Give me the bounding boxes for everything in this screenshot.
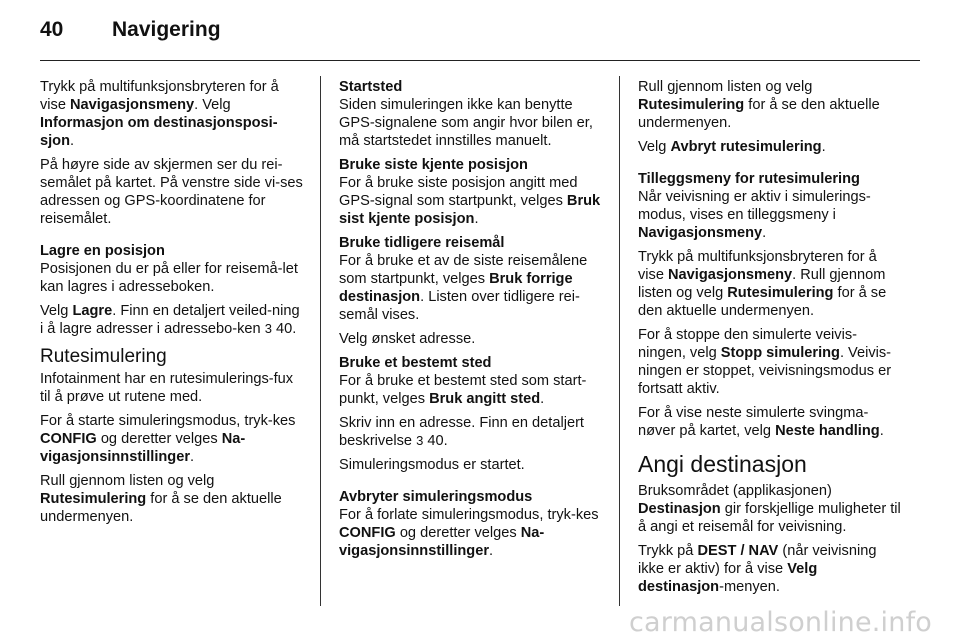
section-angi-destinasjon [638, 450, 904, 596]
paragraph: For å bruke et bestemt sted som start-punkt, velges Bruk angitt sted. [339, 373, 587, 407]
paragraph: For å vise neste simulerte svingma-nøver på kartet, velg Neste handling. [638, 405, 884, 439]
header-rule [40, 60, 920, 61]
paragraph: For å stoppe den simulerte veivis-ningen, velg Stopp simulering. Veivis-ningen er stoppet, veivisningsmodus er fortsatt aktiv. [638, 327, 892, 397]
paragraph: Velg Lagre. Finn en detaljert veiled-ning i å lagre adresser i adressebo-ken 3 40. [40, 303, 300, 337]
section-tidligere-reisemal [339, 234, 607, 348]
paragraph: Velg Avbryt rutesimulering. [638, 139, 826, 155]
paragraph: Bruksområdet (applikasjonen) Destinasjon gir forskjellige muligheter til å angi et reisemål for veivisning. [638, 483, 901, 535]
paragraph: Trykk på multifunksjonsbryteren for å vise Navigasjonsmeny. Velg Informasjon om destinasjonsposi-sjon. [40, 79, 279, 149]
column-2 [339, 78, 607, 566]
column-3 [638, 78, 904, 602]
paragraph: Velg ønsket adresse. [339, 331, 476, 347]
page-ref-arrow-icon: 3 [264, 321, 272, 336]
section-avbryter [339, 488, 607, 560]
section-heading: Avbryter simuleringsmodus [339, 489, 533, 505]
column-1 [40, 78, 306, 532]
paragraph: Rull gjennom listen og velg Rutesimulering for å se den aktuelle undermenyen. [638, 79, 880, 131]
column-divider-2 [619, 76, 620, 606]
section-heading: Tilleggsmeny for rutesimulering [638, 171, 860, 187]
section-heading: Startsted [339, 79, 403, 95]
paragraph: Når veivisning er aktiv i simulerings-modus, vises en tilleggsmeny i Navigasjonsmeny. [638, 189, 871, 241]
section-lagre-en-posisjon [40, 242, 306, 338]
paragraph: For å forlate simuleringsmodus, tryk-kes CONFIG og deretter velges Na-vigasjonsinnstillinger. [339, 507, 599, 559]
section-rutesimulering [40, 346, 306, 526]
section-tilleggsmeny [638, 170, 904, 440]
watermark: carmanualsonline.info [629, 607, 932, 638]
section-heading: Lagre en posisjon [40, 243, 165, 259]
section-bestemt-sted [339, 354, 607, 474]
paragraph: Simuleringsmodus er startet. [339, 457, 525, 473]
paragraph: Skriv inn en adresse. Finn en detaljert beskrivelse 3 40. [339, 415, 584, 449]
page-header [40, 18, 221, 48]
section-heading: Bruke tidligere reisemål [339, 235, 505, 251]
paragraph: For å starte simuleringsmodus, tryk-kes CONFIG og deretter velges Na-vigasjonsinnstillinger. [40, 413, 296, 465]
paragraph: For å bruke et av de siste reisemålene som startpunkt, velges Bruk forrige destinasjon. Listen over tidligere rei-semål vises. [339, 253, 588, 323]
paragraph: Infotainment har en rutesimulerings-fux til å prøve ut rutene med. [40, 371, 294, 405]
section-heading: Bruke et bestemt sted [339, 355, 492, 371]
paragraph: Posisjonen du er på eller for reisemå-let kan lagres i adresseboken. [40, 261, 298, 295]
section-siste-posisjon [339, 156, 607, 228]
section-heading: Rutesimulering [40, 346, 167, 367]
paragraph: Trykk på DEST / NAV (når veivisning ikke er aktiv) for å vise Velg destinasjon-menyen. [638, 543, 877, 595]
page-ref-arrow-icon: 3 [416, 433, 424, 448]
section-heading: Bruke siste kjente posisjon [339, 157, 528, 173]
paragraph: Rull gjennom listen og velg Rutesimulering for å se den aktuelle undermenyen. [40, 473, 282, 525]
paragraph: Trykk på multifunksjonsbryteren for å vise Navigasjonsmeny. Rull gjennom listen og velg Rutesimulering for å se den aktuelle undermenyen. [638, 249, 887, 319]
page-number: 40 [40, 18, 64, 41]
paragraph: Siden simuleringen ikke kan benytte GPS-signalene som angir hvor bilen er, må startstedet innstilles manuelt. [339, 97, 593, 149]
paragraph: For å bruke siste posisjon angitt med GPS-signal som startpunkt, velges Bruk sist kjente posisjon. [339, 175, 601, 227]
page-title: Navigering [112, 18, 221, 41]
paragraph: På høyre side av skjermen ser du rei-semålet på kartet. På venstre side vi-ses adressen og GPS-koordinatene for reisemålet. [40, 157, 303, 227]
column-divider-1 [320, 76, 321, 606]
section-startsted [339, 78, 607, 150]
section-heading: Angi destinasjon [638, 451, 807, 477]
